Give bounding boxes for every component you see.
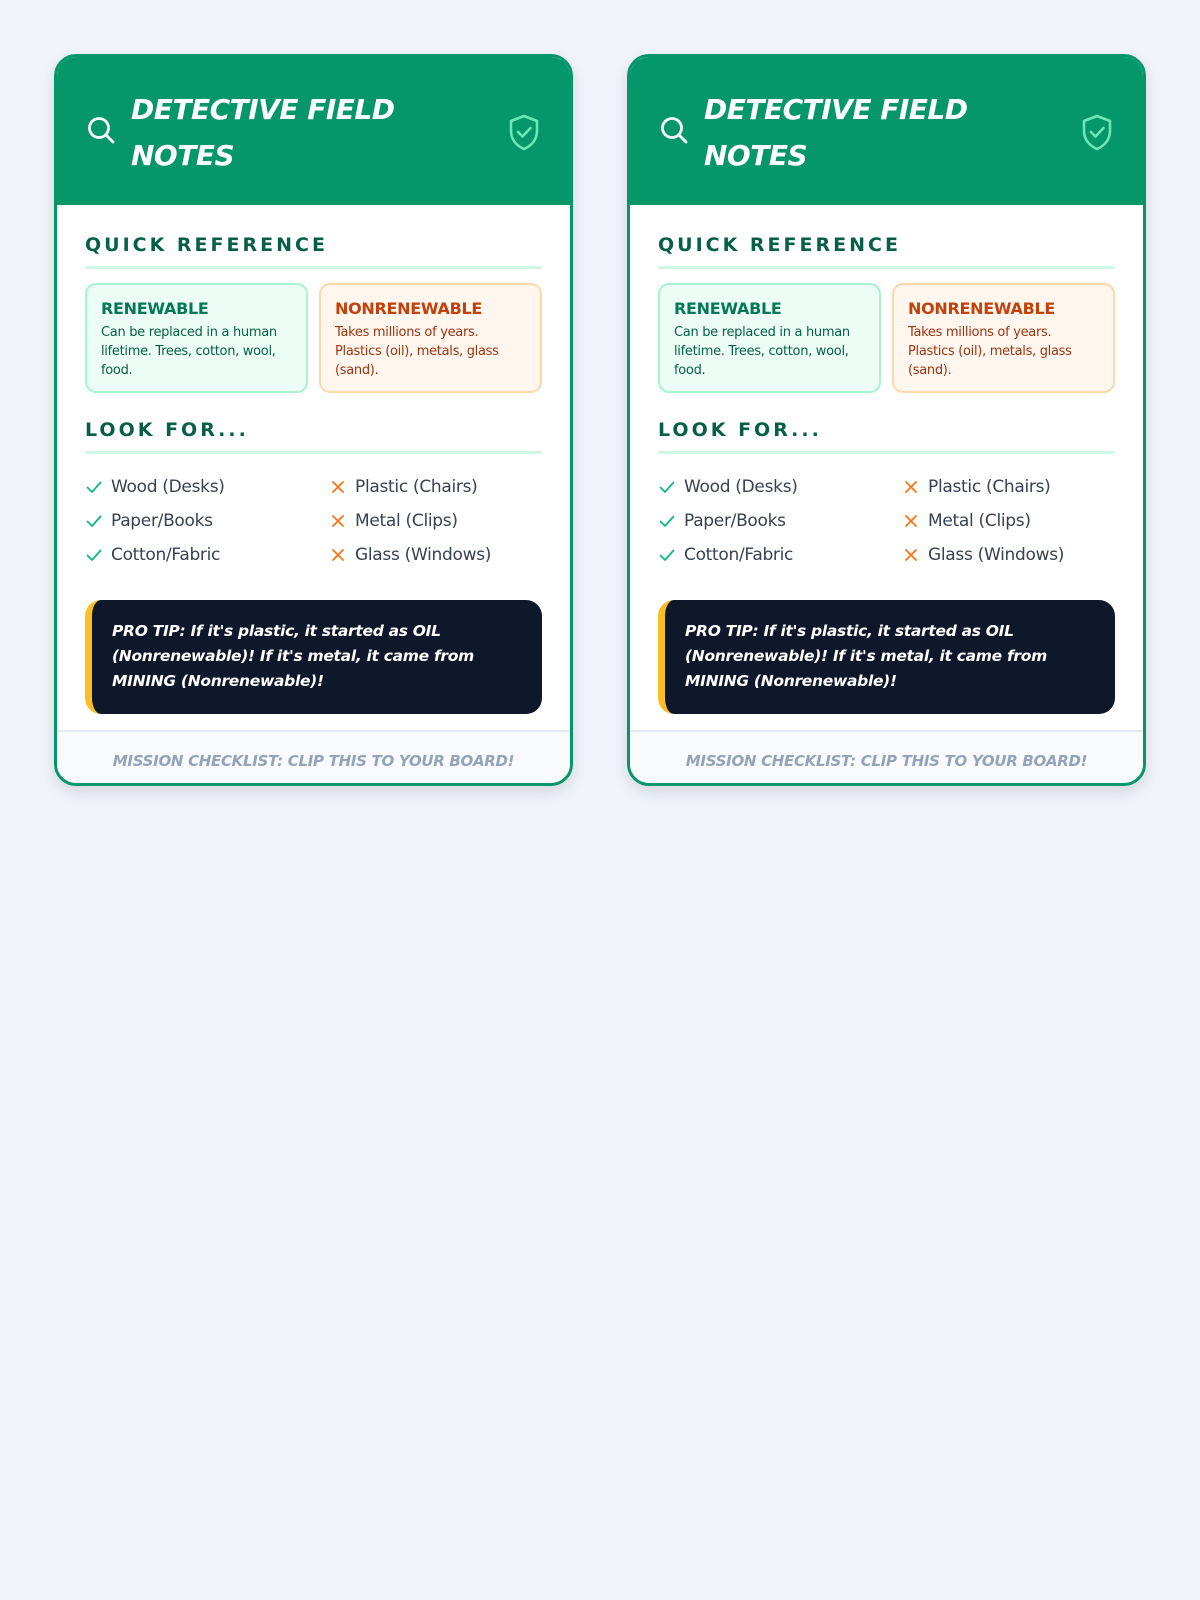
renewable-title: RENEWABLE	[674, 299, 782, 318]
x-icon	[329, 546, 347, 564]
list-item	[902, 538, 1102, 572]
quick-reference-heading: QUICK REFERENCE	[658, 235, 1115, 269]
nonrenewable-item-label: Glass (Windows)	[928, 545, 1065, 565]
look-for-list	[85, 470, 542, 572]
pro-tip-box: PRO TIP: If it's plastic, it started as OIL (Nonrenewable)! If it's metal, it came from MINING (Nonrenewable)!	[658, 600, 1115, 714]
field-notes-card-right	[627, 54, 1146, 786]
check-icon	[85, 478, 103, 496]
search-icon	[85, 114, 117, 146]
look-for-list	[658, 470, 1115, 572]
renewable-item-label: Cotton/Fabric	[684, 545, 794, 565]
check-icon	[658, 512, 676, 530]
list-item	[902, 504, 1102, 538]
card-body	[57, 235, 570, 714]
nonrenewable-box	[892, 283, 1115, 393]
x-icon	[902, 512, 920, 530]
renewable-item-label: Wood (Desks)	[684, 477, 798, 497]
list-item	[85, 504, 329, 538]
x-icon	[902, 546, 920, 564]
list-item	[329, 504, 529, 538]
list-item	[85, 470, 329, 504]
search-icon	[658, 114, 690, 146]
look-for-heading: LOOK FOR...	[85, 420, 542, 454]
card-header	[57, 57, 570, 205]
renewable-item-label: Paper/Books	[684, 511, 786, 531]
check-icon	[85, 512, 103, 530]
shield-check-icon	[1080, 113, 1114, 151]
shield-check-icon	[507, 113, 541, 151]
check-icon	[658, 478, 676, 496]
list-item	[658, 538, 902, 572]
card-title: DETECTIVE FIELD NOTES	[704, 93, 968, 172]
list-item	[658, 504, 902, 538]
list-item	[658, 470, 902, 504]
renewable-description: Can be replaced in a human lifetime. Trees, cotton, wool, food.	[101, 325, 277, 378]
nonrenewable-item-label: Glass (Windows)	[355, 545, 492, 565]
nonrenewable-box	[319, 283, 542, 393]
renewable-item-label: Cotton/Fabric	[111, 545, 221, 565]
nonrenewable-description: Takes millions of years. Plastics (oil), metals, glass (sand).	[335, 325, 499, 378]
mission-checklist-footer: MISSION CHECKLIST: CLIP THIS TO YOUR BOARD!	[630, 730, 1143, 783]
card-header	[630, 57, 1143, 205]
list-item	[329, 538, 529, 572]
list-item	[329, 470, 529, 504]
renewable-description: Can be replaced in a human lifetime. Trees, cotton, wool, food.	[674, 325, 850, 378]
renewable-box	[85, 283, 308, 393]
list-item	[85, 538, 329, 572]
renewable-item-label: Wood (Desks)	[111, 477, 225, 497]
nonrenewable-title: NONRENEWABLE	[908, 299, 1055, 318]
quick-reference-boxes	[85, 283, 542, 393]
nonrenewable-item-label: Plastic (Chairs)	[928, 477, 1051, 497]
list-item	[902, 470, 1102, 504]
renewable-title: RENEWABLE	[101, 299, 209, 318]
nonrenewable-item-label: Metal (Clips)	[355, 511, 458, 531]
card-body	[630, 235, 1143, 714]
mission-checklist-footer: MISSION CHECKLIST: CLIP THIS TO YOUR BOARD!	[57, 730, 570, 783]
nonrenewable-item-label: Metal (Clips)	[928, 511, 1031, 531]
x-icon	[902, 478, 920, 496]
pro-tip-box: PRO TIP: If it's plastic, it started as OIL (Nonrenewable)! If it's metal, it came from MINING (Nonrenewable)!	[85, 600, 542, 714]
card-title: DETECTIVE FIELD NOTES	[131, 93, 395, 172]
nonrenewable-title: NONRENEWABLE	[335, 299, 482, 318]
nonrenewable-item-label: Plastic (Chairs)	[355, 477, 478, 497]
quick-reference-heading: QUICK REFERENCE	[85, 235, 542, 269]
field-notes-card-left	[54, 54, 573, 786]
renewable-item-label: Paper/Books	[111, 511, 213, 531]
x-icon	[329, 478, 347, 496]
x-icon	[329, 512, 347, 530]
renewable-box	[658, 283, 881, 393]
check-icon	[658, 546, 676, 564]
quick-reference-boxes	[658, 283, 1115, 393]
nonrenewable-description: Takes millions of years. Plastics (oil), metals, glass (sand).	[908, 325, 1072, 378]
look-for-heading: LOOK FOR...	[658, 420, 1115, 454]
check-icon	[85, 546, 103, 564]
